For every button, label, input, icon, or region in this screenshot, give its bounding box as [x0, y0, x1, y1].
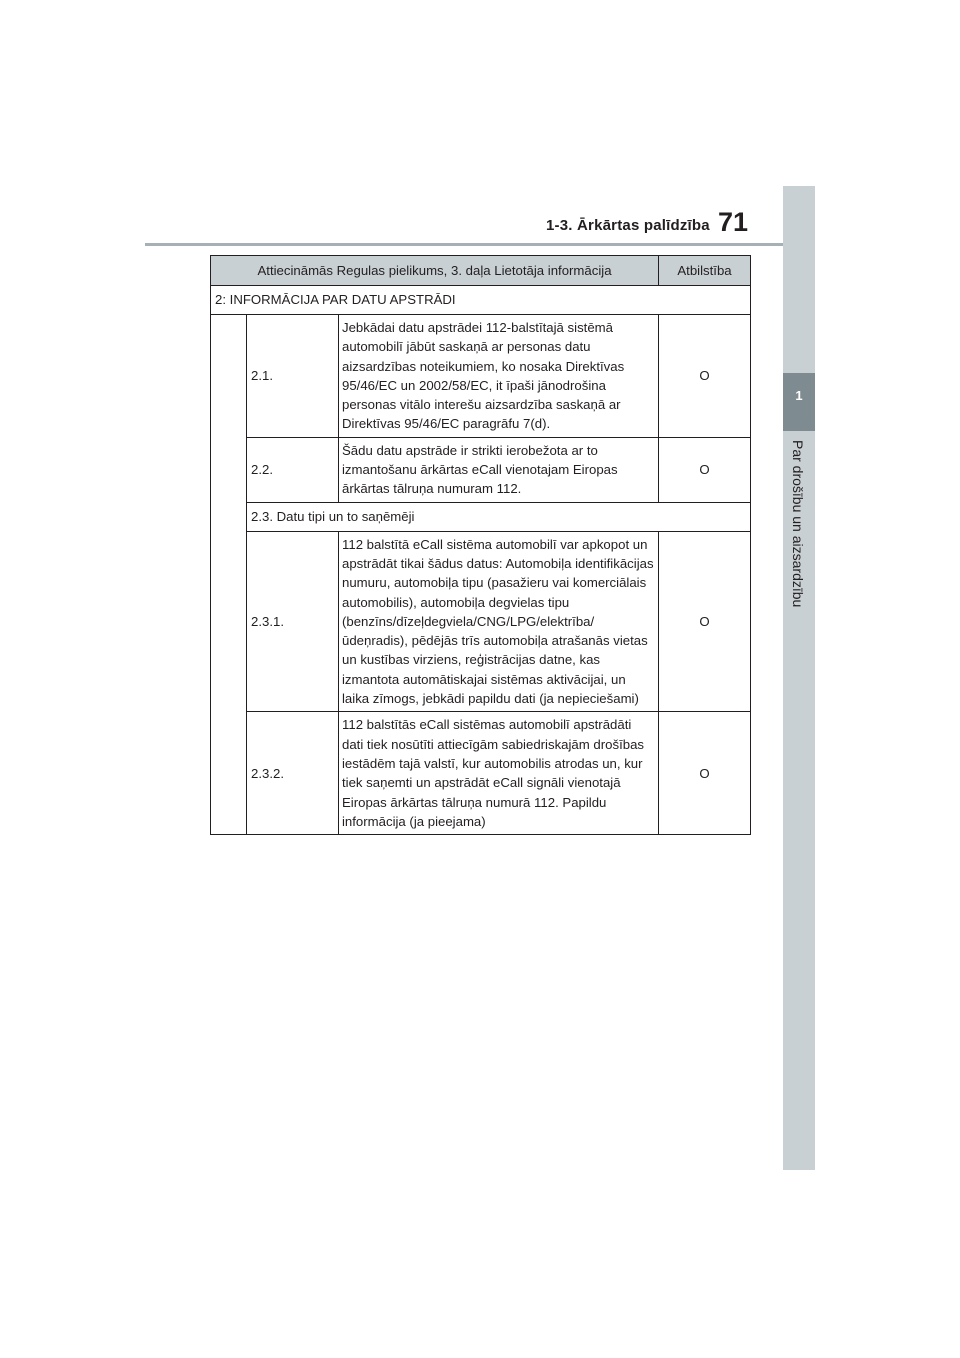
table-row — [211, 712, 751, 835]
row-number: 2.3.2. — [247, 712, 339, 835]
row-text: Šādu datu apstrāde ir strikti ierobežota ar to izmantošanu ārkārtas eCall vienotajam Eiropas ārkārtas tālruņa numuram 112. — [339, 437, 659, 502]
column-header-compliance: Atbilstība — [659, 256, 751, 286]
table-row — [211, 437, 751, 502]
table-header-row — [211, 256, 751, 286]
row-text: 112 balstītās eCall sistēmas automobilī apstrādāti dati tiek nosūtīti attiecīgām sabiedriskajām drošības iestādēm tajā valstī, kur automobilis atrodas un, kur tiek saņemti un apstrādāt eCall signāli vienotajā Eiropas ārkārtas tālruņa numurā 112. Papildu informācija (ja pieejama) — [339, 712, 659, 835]
section-row — [211, 286, 751, 315]
row-text: 112 balstītā eCall sistēma automobilī var apkopot un apstrādāt tikai šādus datus: Automobiļa identifikācijas numuru, automobiļa tipu (pasažieru vai komerciālais automobilis), automobiļa degvielas tipu (benzīns/dīzeļdegviela/CNG/LPG/elektrība/ūdeņradis), pēdējās trīs automobiļa atrašanās vietas un kustības virziens, reģistrācijas datne, kas izmantota automātiskajai sistēmas aktivācijai, un laika zīmogs, jebkādi papildu dati (ja nepieciešami) — [339, 531, 659, 712]
row-compliance: O — [659, 712, 751, 835]
subsection-heading: 2.3. Datu tipi un to saņēmēji — [247, 502, 751, 531]
column-header-info: Attiecināmās Regulas pielikums, 3. daļa Lietotāja informācija — [211, 256, 659, 286]
table-row — [211, 315, 751, 438]
row-compliance: O — [659, 315, 751, 438]
header-divider — [145, 243, 783, 246]
row-number: 2.2. — [247, 437, 339, 502]
section-title: 1-3. Ārkārtas palīdzība — [546, 217, 710, 234]
row-text: Jebkādai datu apstrādei 112-balstītajā sistēmā automobilī jābūt saskaņā ar personas datu aizsardzības noteikumiem, ko nosaka Direktīvas 95/46/EC un 2002/58/EC, it īpaši jānodrošina personas vitālo interešu aizsardzība saskaņā ar Direktīvas 95/46/EC paragrāfu 7(d). — [339, 315, 659, 438]
section-heading: 2: INFORMĀCIJA PAR DATU APSTRĀDI — [211, 286, 751, 315]
chapter-number: 1 — [795, 388, 803, 403]
row-compliance: O — [659, 437, 751, 502]
row-number: 2.1. — [247, 315, 339, 438]
side-tab — [783, 186, 815, 1170]
page-number: 71 — [718, 207, 749, 237]
indent-cell — [211, 315, 247, 835]
chapter-title: Par drošību un aizsardzību — [790, 440, 806, 608]
table-row — [211, 531, 751, 712]
row-compliance: O — [659, 531, 751, 712]
row-number: 2.3.1. — [247, 531, 339, 712]
subsection-row — [211, 502, 751, 531]
regulation-table — [210, 255, 751, 835]
